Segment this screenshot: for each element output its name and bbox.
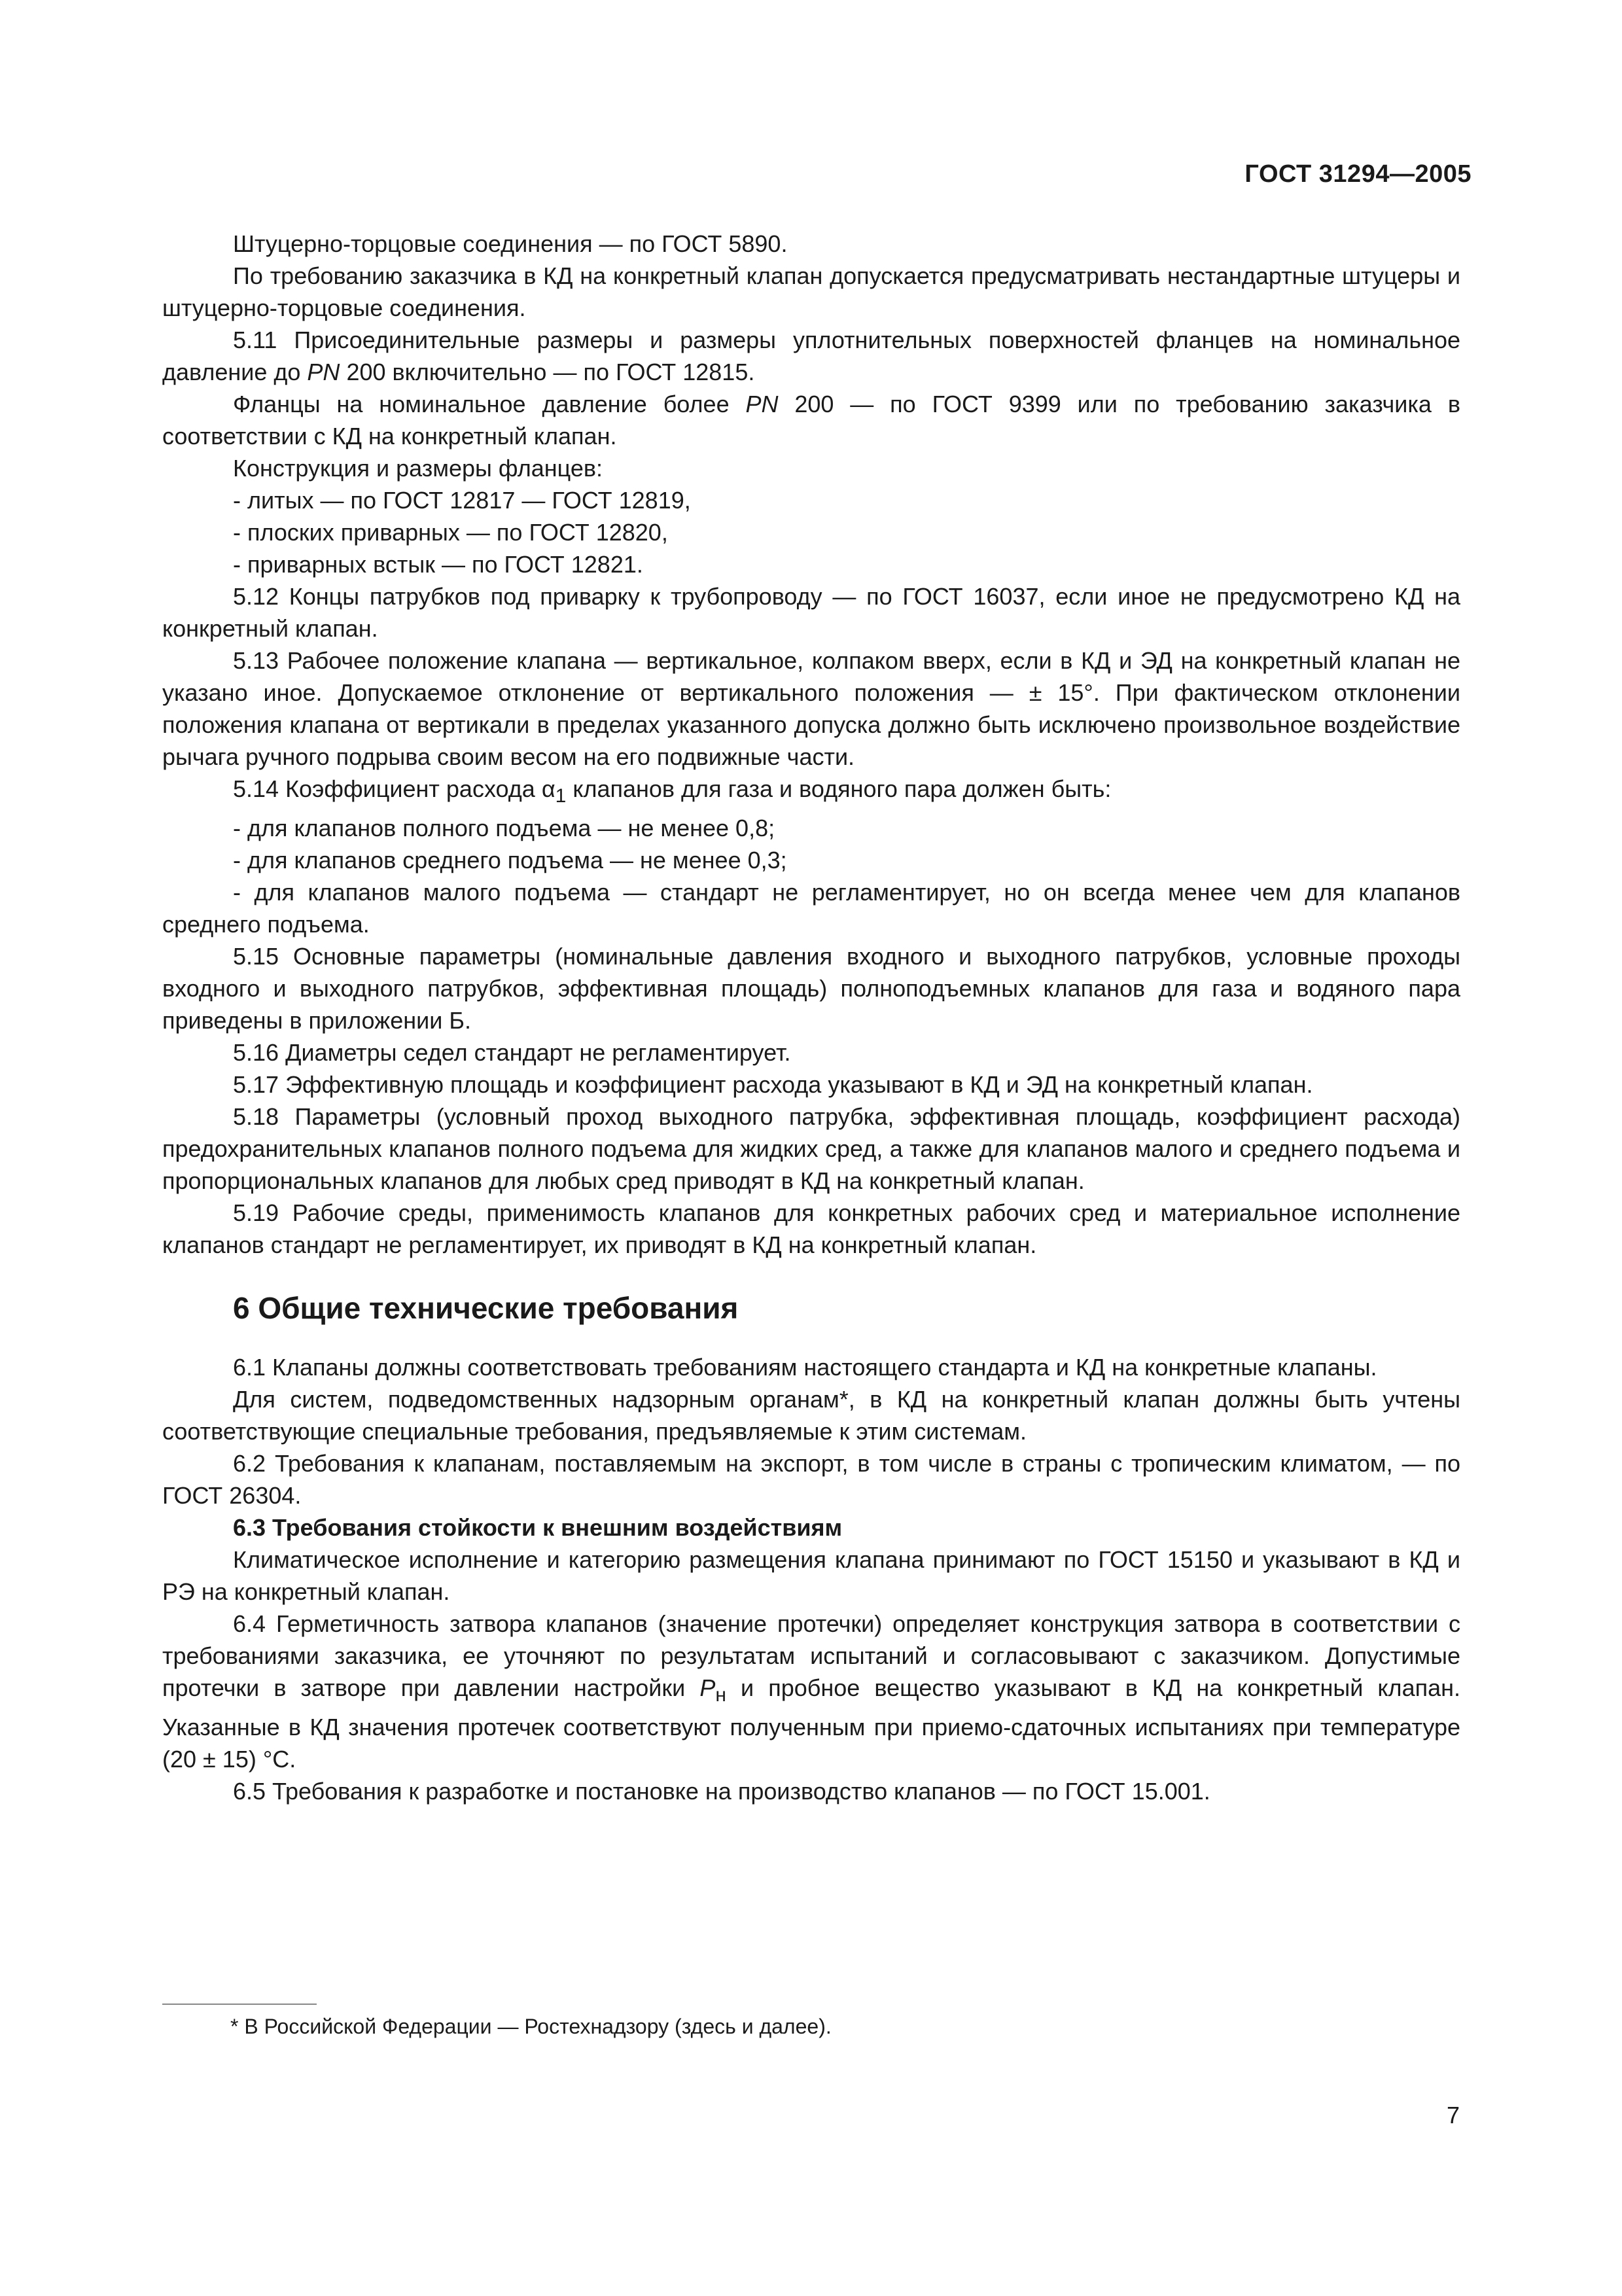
pn-symbol: PN (307, 359, 340, 385)
paragraph: Для систем, подведомственных надзорным органам*, в КД на конкретный клапан должны быть учтены соответствующие специальные требования, предъявляемые к этим системам. (162, 1386, 1460, 1445)
paragraph-5-18: 5.18 Параметры (условный проход выходного патрубка, эффективная площадь, коэффициент расхода) предохранительных клапанов полного подъема для жидких сред, а также для клапанов малого и среднего подъема и пропорциональных клапанов для любых сред приводят в КД на конкретный клапан. (162, 1103, 1460, 1195)
paragraph-5-11 (162, 324, 1460, 388)
text-run: клапанов для газа и водяного пара должен быть: (573, 775, 1112, 802)
list-item: - для клапанов малого подъема — стандарт не регламентирует, но он всегда менее чем для клапанов среднего подъема. (162, 879, 1460, 938)
alpha-symbol: α (541, 775, 555, 802)
paragraph-6-1: 6.1 Клапаны должны соответствовать требованиям настоящего стандарта и КД на конкретные клапаны. (233, 1354, 1377, 1381)
paragraph-6-2: 6.2 Требования к клапанам, поставляемым на экспорт, в том числе в страны с тропическим климатом, — по ГОСТ 26304. (162, 1450, 1460, 1510)
paragraph-5-12: 5.12 Концы патрубков под приварку к трубопроводу — по ГОСТ 16037, если иное не предусмотрено КД на конкретный клапан. (162, 583, 1460, 642)
pn-symbol: PN (745, 391, 779, 417)
page-number: 7 (1446, 2102, 1460, 2128)
paragraph-5-19: 5.19 Рабочие среды, применимость клапанов для конкретных рабочих сред и материальное исполнение клапанов стандарт не регламентирует, их приводят в КД на конкретный клапан. (162, 1199, 1460, 1259)
text-run: 5.11 Присоединительные размеры и размеры уплотнительных поверхностей фланцев на номинальное давление до (162, 327, 1460, 385)
paragraph: Конструкция и размеры фланцев: (233, 455, 603, 482)
section-heading: 6 Общие технические требования (233, 1291, 739, 1326)
list-item: - для клапанов среднего подъема — не менее 0,3; (233, 847, 787, 874)
text-run: 5.14 Коэффициент расхода (233, 775, 535, 802)
p-symbol: P (699, 1674, 716, 1702)
document-body (162, 228, 1460, 1807)
text-run: Фланцы на номинальное давление более (233, 391, 730, 417)
paragraph-5-16: 5.16 Диаметры седел стандарт не регламентирует. (233, 1039, 791, 1067)
list-item: - для клапанов полного подъема — не менее 0,8; (233, 815, 775, 842)
paragraph-5-17: 5.17 Эффективную площадь и коэффициент расхода указывают в КД и ЭД на конкретный клапан. (233, 1071, 1313, 1099)
subscript: 1 (555, 785, 567, 807)
paragraph-5-14 (162, 773, 1460, 812)
list-item: - плоских приварных — по ГОСТ 12820, (233, 519, 668, 546)
document-code: ГОСТ 31294—2005 (1244, 160, 1472, 188)
subsection-heading: 6.3 Требования стойкости к внешним воздействиям (233, 1514, 843, 1542)
text-run: 200 включительно — по ГОСТ 12815. (346, 359, 755, 385)
paragraph-5-13: 5.13 Рабочее положение клапана — вертикальное, колпаком вверх, если в КД и ЭД на конкретный клапан не указано иное. Допускаемое отклонение от вертикального положения — ± 15°. При фактическом отклонении положения клапана от вертикали в пределах указанного допуска должно быть исключено произвольное воздействие рычага ручного подрыва своим весом на его подвижные части. (162, 647, 1460, 770)
text-run: 200 — по ГОСТ 9399 или по требованию заказчика в соответствии с КД на конкретный клапан. (162, 391, 1460, 450)
text-run: и пробное вещество указывают в КД на конкретный клапан. Указанные в КД значения протечек соответствуют полученным при приемо-сдаточных испытаниях при температуре (20 ± 15) °С. (162, 1674, 1460, 1773)
paragraph-6-4 (162, 1608, 1460, 1775)
subscript: н (715, 1684, 726, 1706)
paragraph: По требованию заказчика в КД на конкретный клапан допускается предусматривать нестандартные штуцеры и штуцерно-торцовые соединения. (162, 262, 1460, 321)
paragraph (162, 388, 1460, 452)
paragraph: Климатическое исполнение и категорию размещения клапана принимают по ГОСТ 15150 и указывают в КД и РЭ на конкретный клапан. (162, 1546, 1460, 1606)
list-item: - литых — по ГОСТ 12817 — ГОСТ 12819, (233, 487, 691, 514)
text-run: 6.4 Герметичность затвора клапанов (значение протечки) определяет конструкция затвора в соответствии с требованиями заказчика, ее уточняют по результатам испытаний и согласовывают с заказчиком. Допустимые протечки в затворе при давлении настройки (162, 1610, 1460, 1702)
paragraph-6-5: 6.5 Требования к разработке и постановке на производство клапанов — по ГОСТ 15.001. (233, 1778, 1210, 1805)
list-item: - приварных встык — по ГОСТ 12821. (233, 551, 643, 578)
footnote-divider (162, 2004, 317, 2005)
paragraph: Штуцерно-торцовые соединения — по ГОСТ 5890. (233, 230, 788, 257)
paragraph-5-15: 5.15 Основные параметры (номинальные давления входного и выходного патрубков, условные проходы входного и выходного патрубков, эффективная площадь) полноподъемных клапанов для газа и водяного пара приведены в приложении Б. (162, 943, 1460, 1034)
footnote: * В Российской Федерации — Ростехнадзору (здесь и далее). (230, 2015, 832, 2038)
